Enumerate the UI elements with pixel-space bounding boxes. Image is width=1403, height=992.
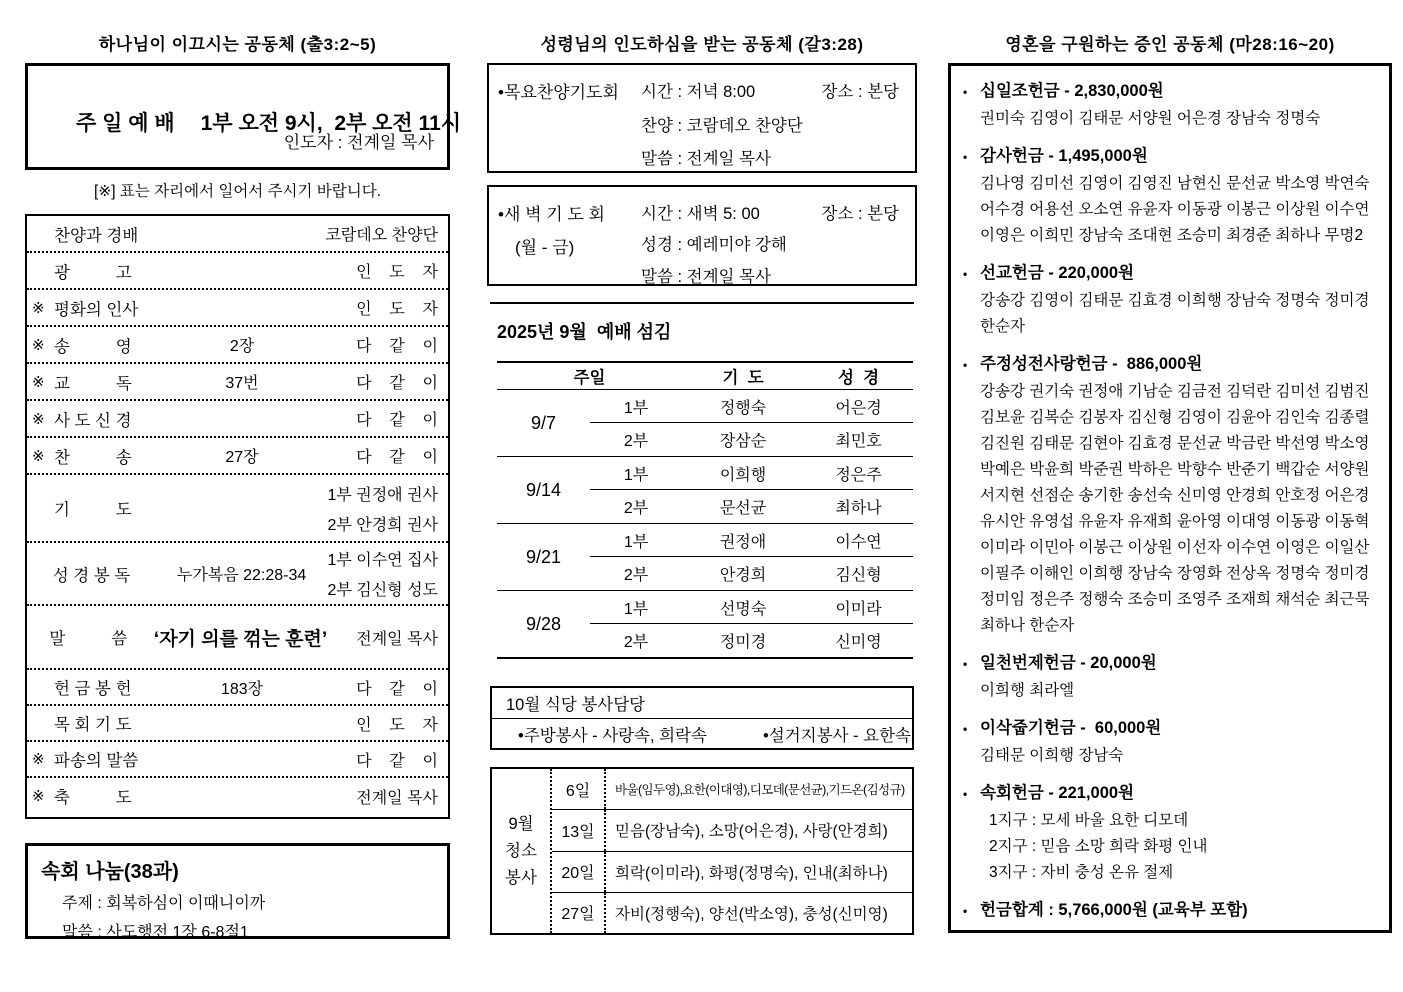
service-part: 1부: [623, 399, 649, 417]
stand-mark: ※: [32, 299, 45, 317]
worship-order-table: [25, 214, 450, 819]
service-sub-row: [590, 591, 913, 624]
order-item-value: 2장: [229, 338, 255, 355]
service-sub-rows: [590, 591, 913, 657]
offering-names-line: 유시안 유영섭 유윤자 유재희 윤아영 이대영 이동광 이동혁: [980, 513, 1370, 530]
bullet-icon: •: [963, 787, 968, 801]
service-prayer: 선명숙: [719, 600, 767, 618]
service-part: 2부: [623, 634, 649, 651]
order-item-person: 인 도 자: [356, 716, 438, 734]
service-scripture: 김신형: [835, 567, 882, 584]
offering-names-line: 3지구 : 자비 충성 온유 절제: [989, 864, 1174, 881]
thursday-meeting-time: 시간 : 저녁 8:00: [641, 83, 756, 101]
offering-amount: - 220,000원: [1043, 264, 1135, 282]
offering-names-line: 정미임 정은주 정행숙 조승미 조영주 조재희 채석순 최근묵: [980, 591, 1370, 608]
service-part: 1부: [623, 466, 649, 484]
offering-names-line: 김진원 김태문 김현아 김효경 문선균 박금란 박선영 박소영: [980, 435, 1370, 452]
stand-mark: ※: [32, 410, 45, 428]
offering-label: 속회헌금: [980, 784, 1044, 802]
left-column-title: 하나님이 이끄시는 공동체 (출3:2~5): [98, 35, 377, 54]
service-date-group: [497, 591, 913, 657]
service-prayer: 정행숙: [719, 399, 767, 417]
offering-names-line: 서지현 선점순 송기한 송선숙 신미영 안경희 안호정 어은경: [980, 487, 1370, 504]
bullet-icon: •: [963, 722, 968, 736]
offering-names-line: 권미숙 김영이 김태문 서양원 어은경 장남숙 정명숙: [980, 110, 1321, 127]
offering-item: [963, 897, 1377, 925]
service-scripture: 이수연: [835, 533, 882, 551]
kitchen-duty: •주방봉사 - 사랑속, 희락속: [518, 726, 707, 745]
service-prayer: 정미경: [719, 634, 767, 651]
service-date-group: [497, 524, 913, 591]
offering-label: 헌금합계: [980, 901, 1044, 919]
september-service-table: [497, 361, 913, 659]
offering-head: [963, 897, 1377, 925]
order-item-label: 목 회 기 도: [54, 716, 132, 734]
order-item-label: 축 도: [54, 789, 132, 807]
order-item-label: 광 고: [54, 263, 132, 282]
order-item-value: 183장: [220, 680, 264, 698]
offering-head: [963, 260, 1377, 288]
september-cleaning-table: [490, 767, 914, 935]
order-item-person: 다 같 이: [356, 338, 438, 355]
service-scripture: 이미라: [835, 600, 882, 618]
cell-group-title: 속회 나눔(38과): [41, 861, 179, 883]
cleaning-day: 13일: [561, 823, 595, 841]
offering-label: 일천번제헌금: [980, 654, 1076, 672]
order-person-line: 2부 안경희 권사: [327, 516, 438, 534]
offering-amount: - 221,000원: [1043, 784, 1135, 802]
order-row: [27, 706, 448, 742]
order-item-person: 전계일 목사: [356, 630, 438, 648]
service-scripture: 최하나: [835, 500, 882, 517]
offering-names-line: 김태문 이희행 장남숙: [980, 747, 1124, 764]
order-row: [27, 543, 448, 606]
service-date: 9/28: [525, 613, 562, 634]
cleaning-names: 희락(이미라), 화평(정명숙), 인내(최하나): [604, 852, 912, 892]
offering-names-line: 박예은 박윤희 박준권 박하은 박향수 반준기 백갑순 서양원: [980, 461, 1370, 478]
order-row: [27, 438, 448, 475]
order-row: [27, 778, 448, 814]
service-date: 9/21: [525, 546, 562, 567]
offering-names-line: 최하나 한순자: [980, 617, 1075, 634]
service-prayer: 이희행: [719, 466, 767, 484]
service-part: 2부: [623, 433, 649, 450]
dawn-prayer-box: [487, 185, 917, 286]
service-sub-rows: [590, 524, 913, 590]
offering-names: [963, 678, 1377, 704]
thursday-meeting-praise: 찬양 : 코람데오 찬양단: [641, 117, 803, 135]
bullet-icon: •: [963, 657, 968, 671]
service-sub-row: [590, 423, 913, 456]
october-cafeteria-duty-box: [490, 686, 914, 750]
sunday-service-name: 주 일 예 배: [76, 112, 175, 135]
order-item-person: 인 도 자: [356, 301, 438, 318]
cell-group-topic: 주제 : 회복하심이 이때니이까: [62, 895, 266, 912]
offering-names-line: 한순자: [980, 318, 1025, 335]
offering-amount: - 60,000원: [1075, 719, 1162, 737]
order-row: [27, 475, 448, 543]
offerings-box: [948, 63, 1392, 933]
cleaning-header-line: 청소: [505, 841, 537, 860]
offering-names-line: 강송강 권기숙 권정애 기남순 김금전 김덕란 김미선 김범진: [980, 383, 1370, 400]
cleaning-day: 27일: [561, 906, 595, 924]
order-row: [27, 401, 448, 438]
offering-item: [963, 143, 1377, 249]
order-item-person: 다 같 이: [356, 752, 438, 770]
bullet-icon: •: [963, 150, 968, 164]
order-item-person: 다 같 이: [356, 375, 438, 392]
october-duty-content: [492, 719, 912, 748]
service-date: 9/7: [530, 412, 557, 433]
cleaning-names: 바울(임두영),요한(이대영),디모데(문선균),기드온(김성규): [604, 769, 912, 809]
order-item-person: [306, 547, 448, 600]
order-item-label: 성 경 봉 독: [52, 566, 131, 585]
stand-mark: ※: [32, 447, 45, 465]
sunday-service-times: 1부 오전 9시, 2부 오전 11시: [200, 112, 462, 135]
offering-names-line: 이영은 이희민 장남숙 조대현 조승미 최경준 최하나 무명2: [980, 227, 1364, 244]
order-item-person: 다 같 이: [356, 449, 438, 466]
service-part: 2부: [623, 567, 649, 584]
stand-mark: ※: [32, 336, 45, 354]
stand-mark: ※: [32, 373, 45, 391]
order-row: [27, 670, 448, 706]
cleaning-header-line: 봉사: [505, 868, 537, 887]
middle-divider-line: [490, 302, 914, 304]
order-row: [27, 327, 448, 364]
stand-mark: ※: [32, 751, 45, 768]
offering-names: [963, 288, 1377, 340]
offering-amount: - 20,000원: [1075, 654, 1157, 672]
bullet-icon: •: [963, 904, 968, 918]
service-scripture: 어은경: [835, 399, 882, 417]
offering-head: [963, 78, 1377, 106]
dawn-meeting-place: 장소 : 본당: [821, 205, 899, 223]
cleaning-header-line: 9월: [508, 814, 534, 833]
cleaning-day: 6일: [565, 782, 591, 800]
order-item-value: 37번: [225, 375, 259, 392]
service-sub-row: [590, 557, 913, 590]
offering-amount: - 2,830,000원: [1059, 82, 1164, 100]
offering-amount: - 1,495,000원: [1043, 147, 1148, 165]
dawn-meeting-days: (월 - 금): [515, 238, 575, 257]
offering-names-line: 강송강 김영이 김태문 김효경 이희행 장남숙 정명숙 정미경: [980, 292, 1370, 309]
order-row: [27, 606, 448, 670]
order-row: [27, 364, 448, 401]
offering-label: 십일조헌금: [980, 82, 1060, 100]
bullet-icon: •: [963, 85, 968, 99]
order-item-label: 사 도 신 경: [54, 411, 132, 430]
september-serving-title: 2025년 9월 예배 섬김: [497, 322, 672, 342]
service-part: 2부: [623, 500, 649, 517]
dawn-meeting-bible: 성경 : 예레미야 강해: [641, 236, 787, 254]
order-item-label: 찬 송: [54, 448, 132, 467]
order-item-value: 누가복음 22:28-34: [176, 567, 307, 584]
thursday-meeting-word: 말씀 : 전계일 목사: [641, 150, 771, 168]
cleaning-row: [552, 810, 912, 851]
service-date-group: [497, 390, 913, 457]
bullet-icon: •: [963, 267, 968, 281]
offering-head: [963, 780, 1377, 808]
order-row: [27, 216, 448, 253]
service-scripture: 신미영: [835, 634, 882, 651]
offering-names-line: 김나영 김미선 김영이 김영진 남현신 문선균 박소영 박연숙: [980, 175, 1370, 192]
offering-amount: - 886,000원: [1107, 355, 1203, 373]
cleaning-row: [552, 852, 912, 893]
thursday-meeting-place: 장소 : 본당: [821, 83, 899, 101]
order-item-label: 파송의 말씀: [54, 752, 139, 770]
service-prayer: 권정애: [719, 533, 767, 551]
offering-head: [963, 143, 1377, 171]
offering-names: [963, 808, 1377, 886]
order-item-person: 전계일 목사: [356, 789, 438, 807]
offering-head: [963, 650, 1377, 678]
offering-names: [963, 379, 1377, 639]
order-item-person: 코람데오 찬양단: [325, 227, 438, 244]
offering-label: 주정성전사랑헌금: [980, 355, 1108, 373]
middle-column-title: 성령님의 인도하심을 받는 공동체 (갈3:28): [540, 35, 864, 54]
stand-note: [※] 표는 자리에서 일어서 주시기 바랍니다.: [93, 183, 381, 200]
service-date-group: [497, 457, 913, 524]
order-item-person: 다 같 이: [356, 680, 438, 698]
offering-label: 감사헌금: [980, 147, 1044, 165]
offering-label: 이삭줍기헌금: [980, 719, 1076, 737]
offering-names-line: 이필주 이해인 이희행 장남숙 장영화 전상옥 정명숙 정미경: [980, 565, 1370, 582]
offering-item: [963, 650, 1377, 704]
service-prayer: 문선균: [719, 500, 767, 517]
service-part: 1부: [623, 600, 649, 618]
cell-group-sharing-box: [25, 843, 450, 939]
order-person-line: 1부 이수연 집사: [327, 552, 438, 569]
service-sub-row: [590, 624, 913, 657]
offering-item: [963, 260, 1377, 340]
offering-names-line: 이미라 이민아 이봉근 이상원 이선자 이수연 이영은 이일산: [980, 539, 1370, 556]
order-item-label: 말 씀: [49, 630, 128, 648]
service-scripture: 최민호: [835, 433, 882, 450]
order-item-value: 27장: [225, 449, 259, 466]
order-item-label: 평화의 인사: [54, 300, 139, 319]
dawn-meeting-word: 말씀 : 전계일 목사: [641, 268, 771, 286]
service-prayer: 안경희: [719, 567, 767, 584]
offering-item: [963, 780, 1377, 886]
order-item-label: 송 영: [54, 337, 132, 356]
service-sub-row: [590, 457, 913, 490]
cell-group-scripture: 말씀 : 사도행전 1장 6-8절1: [62, 924, 249, 941]
stand-mark: ※: [32, 788, 45, 805]
bullet-icon: •: [963, 358, 968, 372]
september-table-header: [497, 363, 913, 390]
cleaning-row: [552, 893, 912, 933]
right-column-title: 영혼을 구원하는 증인 공동체 (마28:16~20): [1005, 35, 1335, 54]
order-item-value: ‘자기 의를 꺾는 훈련’: [153, 628, 328, 650]
service-date: 9/14: [525, 479, 562, 500]
offering-head: [963, 351, 1377, 379]
service-part: 1부: [623, 533, 649, 551]
offering-names: [963, 743, 1377, 769]
service-scripture: 정은주: [835, 466, 882, 484]
sunday-service-leader: 인도자 : 전계일 목사: [283, 133, 434, 152]
header-date: 주일: [573, 369, 606, 387]
order-item-label: 헌 금 봉 헌: [54, 680, 132, 698]
offering-names: [963, 171, 1377, 249]
order-item-person: [298, 482, 448, 535]
offering-names-line: 2지구 : 믿음 소망 희락 화평 인내: [989, 838, 1208, 855]
offering-names-line: 김보윤 김복순 김봉자 김신형 김영이 김윤아 김인숙 김종렬: [980, 409, 1370, 426]
thursday-meeting-label: •목요찬양기도회: [498, 83, 619, 102]
cleaning-day: 20일: [561, 865, 595, 883]
sunday-service-box: [25, 63, 462, 170]
service-sub-rows: [590, 390, 913, 456]
offering-item: [963, 351, 1377, 639]
offering-names-line: 이희행 최라엘: [980, 682, 1075, 699]
cleaning-row: [552, 769, 912, 810]
offering-label: 선교헌금: [980, 264, 1044, 282]
service-sub-rows: [590, 457, 913, 523]
october-duty-title: 10월 식당 봉사담당: [492, 688, 912, 719]
offering-amount: : 5,766,000원 (교육부 포함): [1043, 901, 1248, 919]
order-row: [27, 253, 448, 290]
header-prayer: 기 도: [722, 369, 764, 387]
service-sub-row: [590, 490, 913, 523]
dawn-meeting-label: •새 벽 기 도 회: [498, 205, 605, 224]
offering-names-line: 어수경 어용선 오소연 유윤자 이동광 이봉근 이상원 이수연: [980, 201, 1370, 218]
dawn-meeting-time: 시간 : 새벽 5: 00: [641, 205, 760, 223]
cleaning-table-header: [492, 769, 550, 933]
cleaning-names: 자비(정행숙), 양선(박소영), 충성(신미영): [604, 893, 912, 933]
offering-names-line: 1지구 : 모세 바울 요한 디모데: [989, 812, 1189, 829]
order-item-label: 교 독: [54, 374, 132, 393]
service-sub-row: [590, 390, 913, 423]
offering-names: [963, 106, 1377, 132]
offering-item: [963, 78, 1377, 132]
header-scripture: 성 경: [837, 369, 880, 387]
service-sub-row: [590, 524, 913, 557]
offering-item: [963, 715, 1377, 769]
offering-head: [963, 715, 1377, 743]
order-item-label: 찬양과 경배: [54, 226, 139, 245]
order-row: [27, 290, 448, 327]
cleaning-names: 믿음(장남숙), 소망(어은경), 사랑(안경희): [604, 810, 912, 850]
order-item-person: 인 도 자: [356, 264, 438, 281]
order-row: [27, 742, 448, 778]
order-item-person: 다 같 이: [356, 412, 438, 429]
dish-duty: •설거지봉사 - 요한속: [763, 726, 911, 745]
thursday-praise-prayer-box: [487, 63, 917, 173]
service-prayer: 장삼순: [719, 433, 767, 450]
order-item-label: 기 도: [54, 501, 132, 519]
order-person-line: 2부 김신형 성도: [327, 582, 438, 599]
order-person-line: 1부 권정애 권사: [327, 486, 438, 504]
